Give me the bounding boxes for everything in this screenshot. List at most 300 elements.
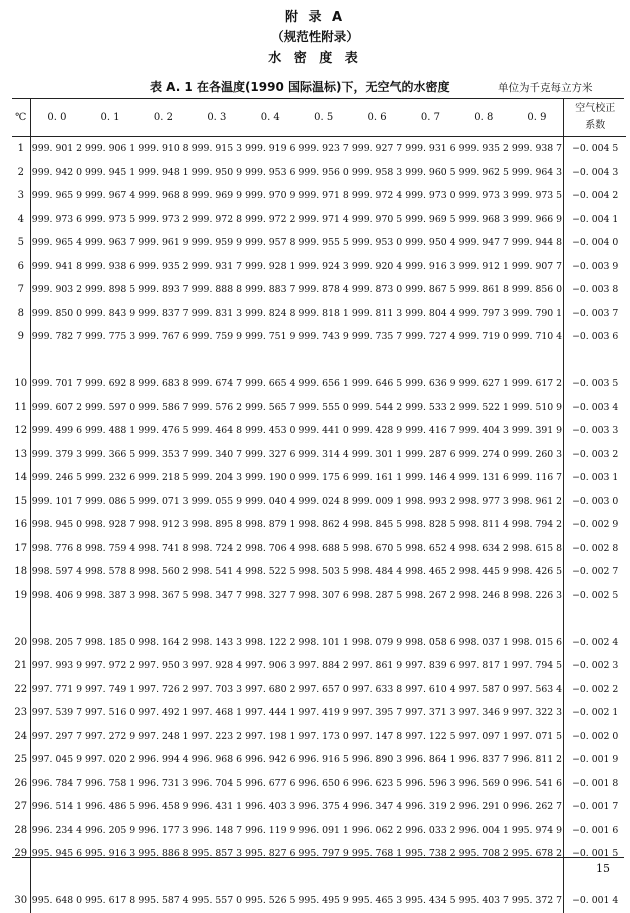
temperature-cell: 16 <box>12 513 30 537</box>
density-cell: 999. 907 7 <box>511 260 563 272</box>
coef-cell: −0. 002 3 <box>564 654 626 678</box>
density-cell: 997. 587 0 <box>458 683 509 695</box>
density-cell: 999. 665 4 <box>245 378 296 390</box>
density-cell: 998. 465 2 <box>405 566 456 578</box>
density-cell: 999. 674 7 <box>191 378 242 390</box>
temperature-cell: 28 <box>12 819 30 843</box>
unit-note: 单位为千克每立方米 <box>498 82 593 94</box>
density-cell: 999. 967 4 <box>84 190 136 202</box>
density-cell: 996. 205 9 <box>84 824 136 836</box>
density-cell: 999. 301 1 <box>351 448 403 460</box>
density-cell: 999. 898 5 <box>84 284 136 296</box>
coef-cell: −0. 001 8 <box>564 772 626 796</box>
coef-cell: −0. 002 9 <box>564 513 626 537</box>
temperature-cell: 29 <box>12 842 30 866</box>
density-cell: 997. 817 1 <box>458 660 509 672</box>
temperature-cell: 25 <box>12 748 30 772</box>
density-cell: 998. 541 4 <box>191 566 242 578</box>
coef-cell: −0. 003 3 <box>564 419 626 443</box>
density-cell: 998. 895 8 <box>191 519 242 531</box>
density-cell: 999. 246 5 <box>31 472 83 484</box>
density-cell: 999. 971 4 <box>298 213 349 225</box>
density-cell: 998. 484 4 <box>351 566 403 578</box>
coef-cell: −0. 003 9 <box>564 255 626 279</box>
density-cell: 999. 903 2 <box>31 284 83 296</box>
density-cell: 996. 942 6 <box>245 754 296 766</box>
coef-header-line2: 系数 <box>585 120 606 131</box>
density-cell: 997. 346 9 <box>458 707 509 719</box>
col-header: 0. 1 <box>83 98 136 137</box>
density-cell: 996. 004 1 <box>458 824 509 836</box>
temperature-cell: 20 <box>12 631 30 655</box>
density-cell: 998. 560 2 <box>138 566 189 578</box>
density-cell: 999. 927 7 <box>351 143 403 155</box>
density-cell: 999. 811 3 <box>351 307 403 319</box>
density-cell: 999. 441 0 <box>298 425 349 437</box>
density-cell: 999. 944 8 <box>511 237 563 249</box>
density-cell: 999. 966 9 <box>511 213 563 225</box>
density-cell: 998. 503 5 <box>298 566 349 578</box>
density-cell: 999. 919 6 <box>245 143 296 155</box>
density-cell: 996. 177 3 <box>138 824 189 836</box>
table-row <box>12 278 626 302</box>
col-header: 0. 6 <box>350 98 403 137</box>
density-cell: 996. 514 1 <box>31 801 83 813</box>
coef-cell: −0. 001 6 <box>564 819 626 843</box>
density-cell: 995. 434 5 <box>405 895 456 907</box>
density-cell: 999. 942 0 <box>31 166 83 178</box>
density-cell: 999. 931 6 <box>405 143 456 155</box>
density-cell: 995. 708 2 <box>458 848 509 860</box>
density-cell: 995. 403 7 <box>458 895 509 907</box>
density-cell: 996. 811 2 <box>511 754 563 766</box>
density-cell: 997. 610 4 <box>405 683 456 695</box>
density-cell: 999. 232 6 <box>84 472 136 484</box>
gap-cell <box>564 866 626 890</box>
density-cell: 999. 488 1 <box>84 425 136 437</box>
density-cell: 995. 945 6 <box>31 848 83 860</box>
table-row <box>12 889 626 913</box>
density-cell: 999. 116 7 <box>511 472 563 484</box>
density-cell: 998. 724 2 <box>191 542 242 554</box>
density-cell: 998. 246 8 <box>458 589 509 601</box>
table-row <box>12 584 626 608</box>
temperature-cell: 23 <box>12 701 30 725</box>
density-cell: 999. 055 9 <box>191 495 242 507</box>
density-cell: 999. 920 4 <box>351 260 403 272</box>
density-cell: 999. 204 3 <box>191 472 242 484</box>
density-cell: 998. 811 4 <box>458 519 509 531</box>
density-cell: 998. 287 5 <box>351 589 403 601</box>
gap-cell <box>30 349 564 373</box>
table-row <box>12 396 626 420</box>
density-cell: 995. 768 1 <box>351 848 403 860</box>
temperature-cell: 2 <box>12 161 30 185</box>
density-cell: 996. 864 1 <box>405 754 456 766</box>
coef-cell: −0. 003 5 <box>564 372 626 396</box>
density-cell: 996. 262 7 <box>511 801 563 813</box>
density-cell: 997. 071 5 <box>511 730 563 742</box>
table-row <box>12 560 626 584</box>
density-cell: 999. 910 8 <box>138 143 189 155</box>
density-cell: 996. 375 4 <box>298 801 349 813</box>
density-cell: 998. 862 4 <box>298 519 349 531</box>
density-cell: 995. 587 4 <box>138 895 189 907</box>
gap-cell <box>564 607 626 631</box>
density-cell: 999. 101 7 <box>31 495 83 507</box>
table-row <box>12 654 626 678</box>
table-row <box>12 255 626 279</box>
gap-cell <box>564 349 626 373</box>
density-cell: 996. 033 2 <box>405 824 456 836</box>
col-header: 0. 3 <box>190 98 243 137</box>
corner-cell: ℃ <box>12 98 30 137</box>
col-header: 0. 4 <box>244 98 297 137</box>
density-cell: 998. 015 6 <box>511 636 563 648</box>
density-cell: 999. 941 8 <box>31 260 83 272</box>
col-header: 0. 8 <box>457 98 510 137</box>
density-cell: 999. 960 5 <box>405 166 456 178</box>
density-cell: 996. 784 7 <box>31 777 83 789</box>
density-cell: 999. 636 9 <box>405 378 456 390</box>
density-cell: 997. 703 3 <box>191 683 242 695</box>
density-cell: 998. 122 2 <box>245 636 296 648</box>
density-cell: 999. 499 6 <box>31 425 83 437</box>
density-cell: 997. 771 9 <box>31 683 83 695</box>
density-cell: 999. 924 3 <box>298 260 349 272</box>
density-cell: 997. 147 8 <box>351 730 403 742</box>
density-cell: 997. 322 3 <box>511 707 563 719</box>
density-cell: 999. 938 7 <box>511 143 563 155</box>
temperature-cell: 9 <box>12 325 30 349</box>
density-cell: 997. 906 3 <box>245 660 296 672</box>
coef-cell: −0. 003 4 <box>564 396 626 420</box>
density-cell: 997. 633 8 <box>351 683 403 695</box>
coef-cell: −0. 002 5 <box>564 584 626 608</box>
density-cell: 996. 623 5 <box>351 777 403 789</box>
coef-cell: −0. 002 2 <box>564 678 626 702</box>
coef-cell: −0. 001 7 <box>564 795 626 819</box>
density-cell: 999. 727 4 <box>405 331 456 343</box>
table-caption: 表 A. 1 在各温度(1990 国际温标)下，无空气的水密度 <box>150 80 450 94</box>
density-cell: 999. 218 5 <box>138 472 189 484</box>
density-cell: 998. 879 1 <box>245 519 296 531</box>
temperature-cell: 12 <box>12 419 30 443</box>
table-row <box>12 513 626 537</box>
density-cell: 996. 650 6 <box>298 777 349 789</box>
table-row <box>12 537 626 561</box>
density-cell: 998. 961 2 <box>511 495 563 507</box>
density-cell: 999. 701 7 <box>31 378 83 390</box>
density-cell: 999. 938 6 <box>84 260 136 272</box>
density-cell: 999. 024 8 <box>298 495 349 507</box>
density-cell: 997. 657 0 <box>298 683 349 695</box>
density-cell: 999. 175 6 <box>298 472 349 484</box>
temperature-cell: 19 <box>12 584 30 608</box>
table-row <box>12 231 626 255</box>
coef-cell: −0. 004 1 <box>564 208 626 232</box>
density-cell: 997. 444 1 <box>245 707 296 719</box>
density-cell: 999. 797 3 <box>458 307 509 319</box>
density-cell: 999. 340 7 <box>191 448 242 460</box>
density-cell: 999. 804 4 <box>405 307 456 319</box>
density-cell: 999. 428 9 <box>351 425 403 437</box>
density-cell: 998. 367 5 <box>138 589 189 601</box>
density-cell: 999. 009 1 <box>351 495 403 507</box>
density-cell: 997. 122 5 <box>405 730 456 742</box>
density-cell: 999. 161 1 <box>351 472 403 484</box>
density-cell: 999. 945 1 <box>84 166 136 178</box>
density-cell: 997. 097 1 <box>458 730 509 742</box>
density-cell: 996. 916 5 <box>298 754 349 766</box>
density-cell: 997. 884 2 <box>298 660 349 672</box>
density-cell: 998. 406 9 <box>31 589 83 601</box>
density-cell: 997. 563 4 <box>511 683 563 695</box>
temperature-cell: 8 <box>12 302 30 326</box>
density-cell: 999. 533 2 <box>405 401 456 413</box>
density-cell: 999. 901 2 <box>31 143 83 155</box>
table-row <box>12 372 626 396</box>
density-cell: 995. 738 2 <box>405 848 456 860</box>
density-cell: 998. 445 9 <box>458 566 509 578</box>
temperature-cell: 1 <box>12 137 30 161</box>
density-cell: 997. 248 1 <box>138 730 189 742</box>
density-cell: 999. 956 0 <box>298 166 349 178</box>
normative-note: （规范性附录） <box>271 29 359 44</box>
density-cell: 995. 465 3 <box>351 895 403 907</box>
gap-cell <box>12 349 30 373</box>
row-group-gap <box>12 607 626 631</box>
temperature-cell: 27 <box>12 795 30 819</box>
density-cell: 999. 824 8 <box>245 307 296 319</box>
density-cell: 999. 510 9 <box>511 401 563 413</box>
density-cell: 997. 419 9 <box>298 707 349 719</box>
density-cell: 999. 544 2 <box>351 401 403 413</box>
density-cell: 999. 627 1 <box>458 378 509 390</box>
density-cell: 999. 743 9 <box>298 331 349 343</box>
density-cell: 999. 416 7 <box>405 425 456 437</box>
density-cell: 997. 371 3 <box>405 707 456 719</box>
density-cell: 998. 143 3 <box>191 636 242 648</box>
density-cell: 999. 565 7 <box>245 401 296 413</box>
table-row <box>12 325 626 349</box>
density-cell: 999. 961 9 <box>138 237 189 249</box>
density-cell: 999. 476 5 <box>138 425 189 437</box>
density-cell: 998. 205 7 <box>31 636 83 648</box>
density-cell: 999. 893 7 <box>138 284 189 296</box>
density-cell: 999. 973 0 <box>405 190 456 202</box>
table-row <box>12 466 626 490</box>
density-cell: 998. 226 3 <box>511 589 563 601</box>
coef-header-line1: 空气校正 <box>575 103 616 114</box>
density-cell: 997. 045 9 <box>31 754 83 766</box>
density-cell: 996. 319 2 <box>405 801 456 813</box>
density-cell: 999. 818 1 <box>298 307 349 319</box>
table-row <box>12 631 626 655</box>
density-cell: 996. 704 5 <box>191 777 242 789</box>
temperature-cell: 5 <box>12 231 30 255</box>
temperature-cell: 14 <box>12 466 30 490</box>
density-cell: 997. 726 2 <box>138 683 189 695</box>
density-cell: 997. 861 9 <box>351 660 403 672</box>
table-row <box>12 161 626 185</box>
density-cell: 996. 291 0 <box>458 801 509 813</box>
temperature-cell: 6 <box>12 255 30 279</box>
density-cell: 999. 915 3 <box>191 143 242 155</box>
density-cell: 998. 578 8 <box>84 566 136 578</box>
table-row <box>12 725 626 749</box>
density-cell: 999. 878 4 <box>298 284 349 296</box>
density-cell: 998. 058 6 <box>405 636 456 648</box>
temperature-cell: 11 <box>12 396 30 420</box>
coef-cell: −0. 004 3 <box>564 161 626 185</box>
density-cell: 999. 040 4 <box>245 495 296 507</box>
density-cell: 995. 648 0 <box>31 895 83 907</box>
density-cell: 996. 431 1 <box>191 801 242 813</box>
density-cell: 997. 492 1 <box>138 707 189 719</box>
density-cell: 999. 912 1 <box>458 260 509 272</box>
density-cell: 999. 973 6 <box>31 213 83 225</box>
table-row <box>12 678 626 702</box>
density-cell: 998. 615 8 <box>511 542 563 554</box>
water-density-table <box>12 98 626 913</box>
density-cell: 996. 890 3 <box>351 754 403 766</box>
coef-cell: −0. 003 1 <box>564 466 626 490</box>
density-cell: 999. 287 6 <box>405 448 456 460</box>
temperature-cell: 3 <box>12 184 30 208</box>
density-cell: 999. 957 8 <box>245 237 296 249</box>
density-cell: 999. 759 9 <box>191 331 242 343</box>
gap-cell <box>30 607 564 631</box>
density-cell: 996. 458 9 <box>138 801 189 813</box>
density-cell: 999. 888 8 <box>191 284 242 296</box>
coef-cell: −0. 003 2 <box>564 443 626 467</box>
coef-cell: −0. 004 2 <box>564 184 626 208</box>
table-row <box>12 184 626 208</box>
row-group-gap <box>12 866 626 890</box>
density-cell: 998. 928 7 <box>84 519 136 531</box>
col-header: 0. 9 <box>511 98 564 137</box>
density-cell: 996. 403 3 <box>245 801 296 813</box>
density-cell: 999. 831 3 <box>191 307 242 319</box>
density-cell: 999. 959 9 <box>191 237 242 249</box>
density-cell: 999. 955 5 <box>298 237 349 249</box>
density-cell: 999. 969 5 <box>405 213 456 225</box>
density-cell: 999. 837 7 <box>138 307 189 319</box>
density-cell: 999. 710 4 <box>511 331 563 343</box>
density-cell: 996. 837 7 <box>458 754 509 766</box>
density-cell: 998. 945 0 <box>31 519 83 531</box>
density-cell: 999. 972 2 <box>245 213 296 225</box>
appendix-heading: 附 录 A <box>284 10 346 25</box>
density-cell: 997. 839 6 <box>405 660 456 672</box>
density-cell: 997. 198 1 <box>245 730 296 742</box>
density-cell: 995. 857 3 <box>191 848 242 860</box>
density-cell: 996. 234 4 <box>31 824 83 836</box>
density-cell: 999. 656 1 <box>298 378 349 390</box>
coef-cell: −0. 003 0 <box>564 490 626 514</box>
density-cell: 998. 741 8 <box>138 542 189 554</box>
density-cell: 998. 634 2 <box>458 542 509 554</box>
density-cell: 999. 972 4 <box>351 190 403 202</box>
table-row <box>12 842 626 866</box>
density-cell: 998. 912 3 <box>138 519 189 531</box>
density-cell: 999. 719 0 <box>458 331 509 343</box>
temperature-cell: 4 <box>12 208 30 232</box>
density-cell: 997. 223 2 <box>191 730 242 742</box>
density-cell: 999. 260 3 <box>511 448 563 460</box>
density-cell: 999. 948 1 <box>138 166 189 178</box>
density-cell: 998. 670 5 <box>351 542 403 554</box>
density-cell: 998. 164 2 <box>138 636 189 648</box>
density-cell: 999. 586 7 <box>138 401 189 413</box>
table-row <box>12 819 626 843</box>
coef-cell: −0. 004 0 <box>564 231 626 255</box>
table-row <box>12 419 626 443</box>
density-cell: 999. 953 0 <box>351 237 403 249</box>
temperature-cell: 7 <box>12 278 30 302</box>
density-cell: 996. 731 3 <box>138 777 189 789</box>
density-cell: 999. 735 7 <box>351 331 403 343</box>
density-cell: 999. 646 5 <box>351 378 403 390</box>
density-cell: 999. 314 4 <box>298 448 349 460</box>
density-cell: 999. 782 7 <box>31 331 83 343</box>
density-cell: 996. 541 6 <box>511 777 563 789</box>
density-cell: 997. 020 2 <box>84 754 136 766</box>
density-cell: 995. 617 8 <box>84 895 136 907</box>
density-cell: 995. 827 6 <box>245 848 296 860</box>
density-cell: 999. 970 5 <box>351 213 403 225</box>
density-cell: 998. 327 7 <box>245 589 296 601</box>
density-cell: 999. 843 9 <box>84 307 136 319</box>
density-cell: 999. 950 4 <box>405 237 456 249</box>
density-cell: 998. 347 7 <box>191 589 242 601</box>
density-cell: 996. 347 4 <box>351 801 403 813</box>
density-cell: 996. 968 6 <box>191 754 242 766</box>
density-cell: 996. 677 6 <box>245 777 296 789</box>
density-cell: 999. 873 0 <box>351 284 403 296</box>
density-cell: 999. 973 5 <box>511 190 563 202</box>
density-cell: 996. 091 1 <box>298 824 349 836</box>
temperature-cell: 21 <box>12 654 30 678</box>
density-cell: 996. 119 9 <box>245 824 296 836</box>
density-cell: 999. 968 3 <box>458 213 509 225</box>
coef-cell: −0. 002 7 <box>564 560 626 584</box>
gap-cell <box>12 866 30 890</box>
density-cell: 998. 522 5 <box>245 566 296 578</box>
density-cell: 999. 965 9 <box>31 190 83 202</box>
density-cell: 999. 274 0 <box>458 448 509 460</box>
density-cell: 998. 845 5 <box>351 519 403 531</box>
density-cell: 995. 372 7 <box>511 895 563 907</box>
density-cell: 999. 404 3 <box>458 425 509 437</box>
density-cell: 997. 468 1 <box>191 707 242 719</box>
density-cell: 998. 079 9 <box>351 636 403 648</box>
density-cell: 999. 968 8 <box>138 190 189 202</box>
gap-cell <box>12 607 30 631</box>
coef-cell: −0. 003 7 <box>564 302 626 326</box>
table-row <box>12 772 626 796</box>
density-cell: 999. 861 8 <box>458 284 509 296</box>
temperature-cell: 10 <box>12 372 30 396</box>
density-cell: 997. 297 7 <box>31 730 83 742</box>
coef-cell: −0. 002 8 <box>564 537 626 561</box>
density-cell: 999. 379 3 <box>31 448 83 460</box>
density-cell: 998. 037 1 <box>458 636 509 648</box>
density-cell: 999. 692 8 <box>84 378 136 390</box>
density-cell: 999. 963 7 <box>84 237 136 249</box>
density-cell: 999. 775 3 <box>84 331 136 343</box>
